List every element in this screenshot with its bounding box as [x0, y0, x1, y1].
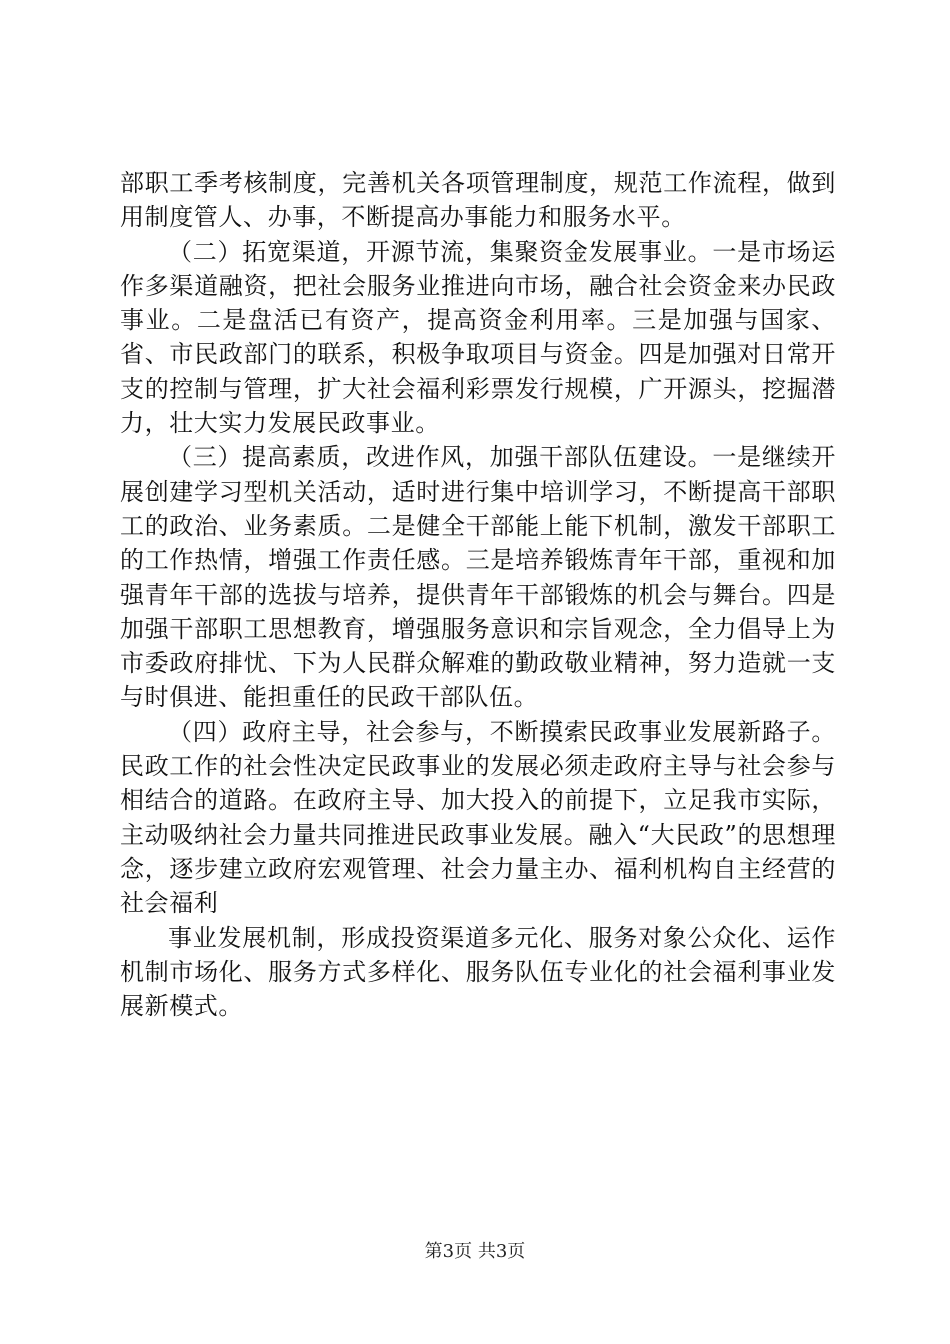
paragraph-1: 部职工季考核制度，完善机关各项管理制度，规范工作流程，做到用制度管人、办事，不断提高办事能力和服务水平。	[120, 169, 836, 232]
paragraph-4: （四）政府主导，社会参与，不断摸索民政事业发展新路子。民政工作的社会性决定民政事业的发展必须走政府主导与社会参与相结合的道路。在政府主导、加大投入的前提下，立足我市实际，主动吸纳社会力量共同推进民政事业发展。融入“大民政”的思想理念，逐步建立政府宏观管理、社会力量主办、福利机构自主经营的社会福利	[120, 717, 836, 918]
document-body	[120, 166, 836, 1023]
page-number-label: 第3页 共3页	[424, 1241, 526, 1262]
page-footer	[0, 1240, 950, 1264]
paragraph-3: （三）提高素质，改进作风，加强干部队伍建设。一是继续开展创建学习型机关活动，适时进行集中培训学习，不断提高干部职工的政治、业务素质。二是健全干部能上能下机制，激发干部职工的工作热情，增强工作责任感。三是培养锻炼青年干部，重视和加强青年干部的选拔与培养，提供青年干部锻炼的机会与舞台。四是加强干部职工思想教育，增强服务意识和宗旨观念，全力倡导上为市委政府排忧、下为人民群众解难的勤政敬业精神，努力造就一支与时俱进、能担重任的民政干部队伍。	[120, 443, 836, 712]
paragraph-5: 事业发展机制，形成投资渠道多元化、服务对象公众化、运作机制市场化、服务方式多样化、服务队伍专业化的社会福利事业发展新模式。	[120, 923, 836, 1021]
paragraph-2: （二）拓宽渠道，开源节流，集聚资金发展事业。一是市场运作多渠道融资，把社会服务业推进向市场，融合社会资金来办民政事业。二是盘活已有资产，提高资金利用率。三是加强与国家、省、市民政部门的联系，积极争取项目与资金。四是加强对日常开支的控制与管理，扩大社会福利彩票发行规模，广开源头，挖掘潜力，壮大实力发展民政事业。	[120, 237, 836, 438]
